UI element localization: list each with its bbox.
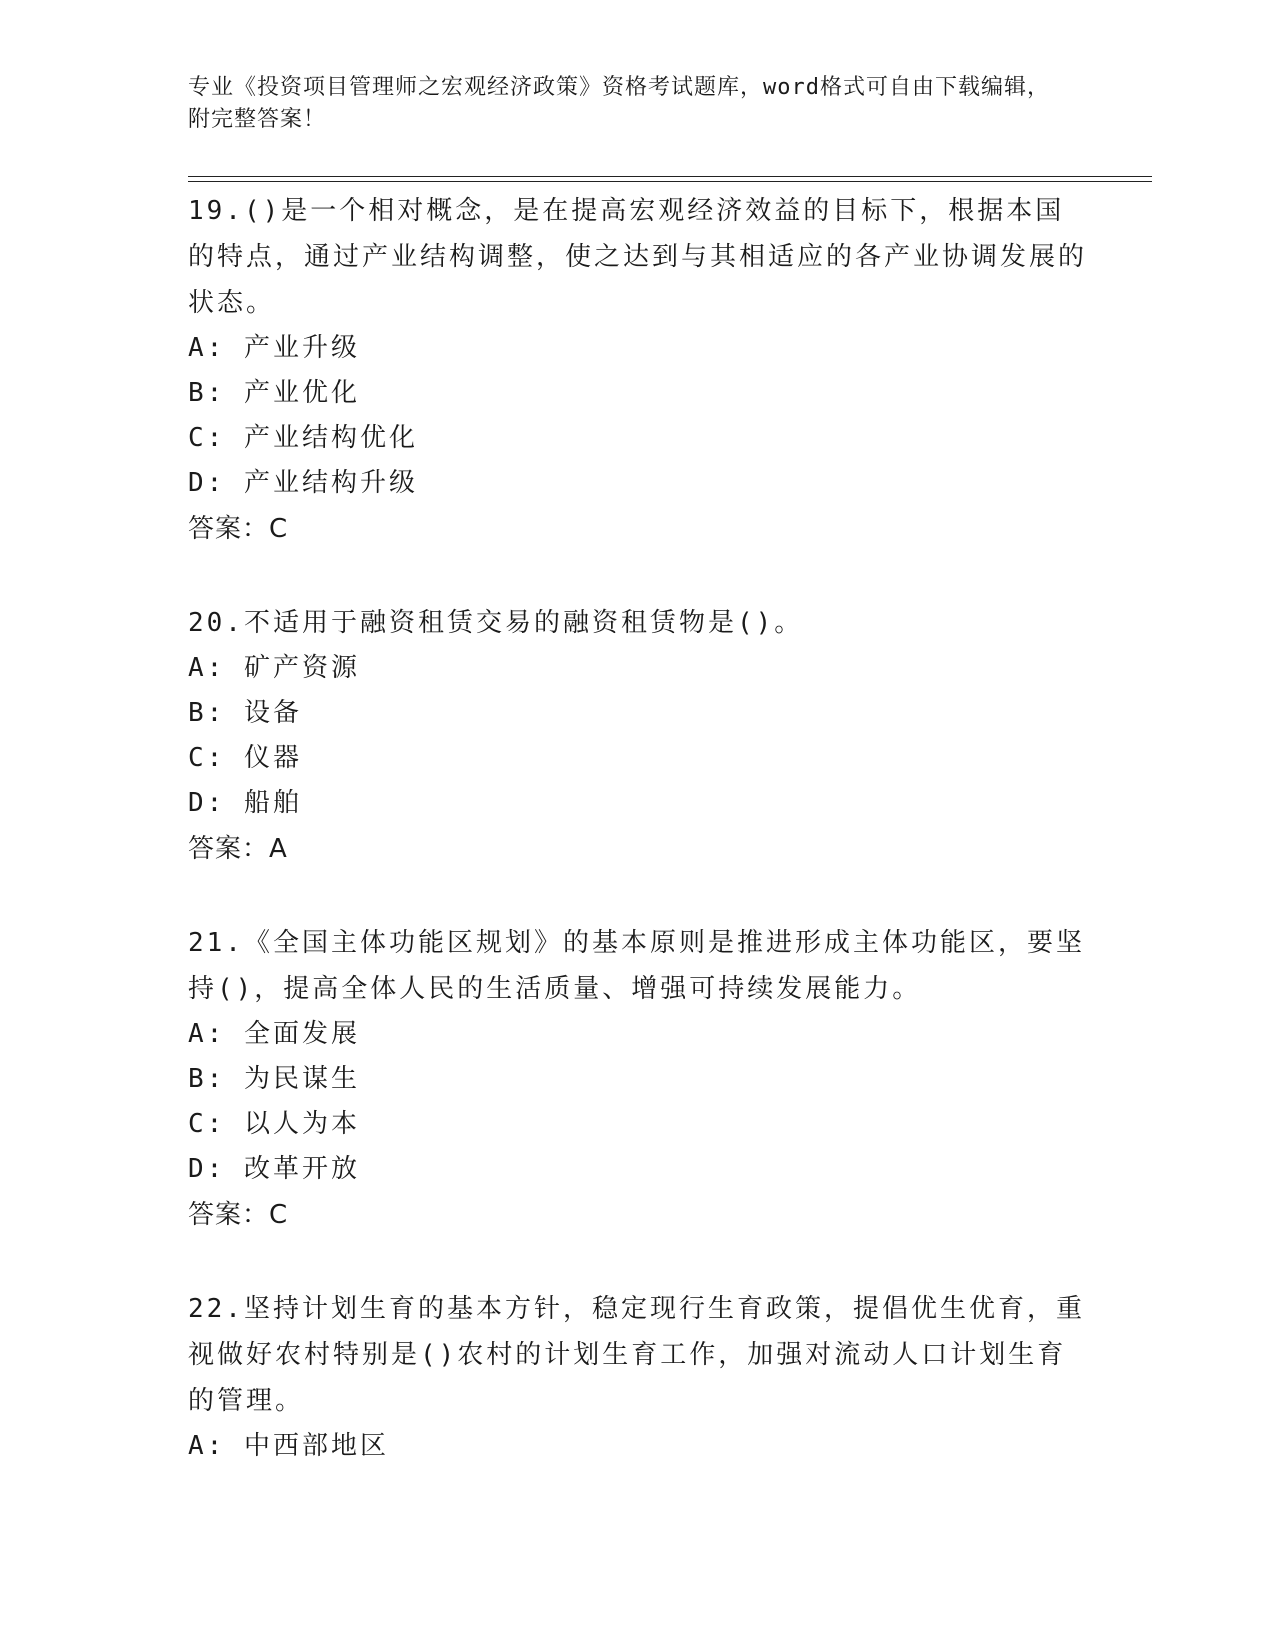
option-c: C: 以人为本 [188,1109,360,1139]
question-stem: 21.《全国主体功能区规划》的基本原则是推进形成主体功能区，要坚持()，提高全体人民的生活质量、增强可持续发展能力。 [188,928,1085,1004]
option-a: A: 矿产资源 [188,653,360,683]
header-divider-top [188,176,1152,177]
question-stem: 22.坚持计划生育的基本方针，稳定现行生育政策，提倡优生优育，重视做好农村特别是()农村的计划生育工作，加强对流动人口计划生育的管理。 [188,1294,1085,1416]
option-d: D: 船舶 [188,788,302,818]
document-header: 专业《投资项目管理师之宏观经济政策》资格考试题库，word格式可自由下载编辑，附完整答案！ [188,75,1050,132]
question-19 [188,188,1088,552]
option-d: D: 产业结构升级 [188,468,418,498]
question-stem: 20.不适用于融资租赁交易的融资租赁物是()。 [188,608,804,638]
option-c: C: 仪器 [188,743,302,773]
answer-line: 答案：C [188,514,289,544]
question-list [188,188,1088,1517]
option-a: A: 中西部地区 [188,1431,389,1461]
answer-line: 答案：C [188,1200,289,1230]
question-20 [188,600,1088,872]
option-a: A: 产业升级 [188,333,360,363]
question-22 [188,1286,1088,1469]
header-divider-bottom [188,181,1152,182]
option-c: C: 产业结构优化 [188,423,418,453]
option-b: B: 产业优化 [188,378,360,408]
question-21 [188,920,1088,1238]
option-b: B: 为民谋生 [188,1064,360,1094]
option-a: A: 全面发展 [188,1019,360,1049]
option-b: B: 设备 [188,698,302,728]
answer-line: 答案：A [188,834,288,864]
option-d: D: 改革开放 [188,1154,360,1184]
question-stem: 19.()是一个相对概念，是在提高宏观经济效益的目标下，根据本国的特点，通过产业结构调整，使之达到与其相适应的各产业协调发展的状态。 [188,196,1088,318]
